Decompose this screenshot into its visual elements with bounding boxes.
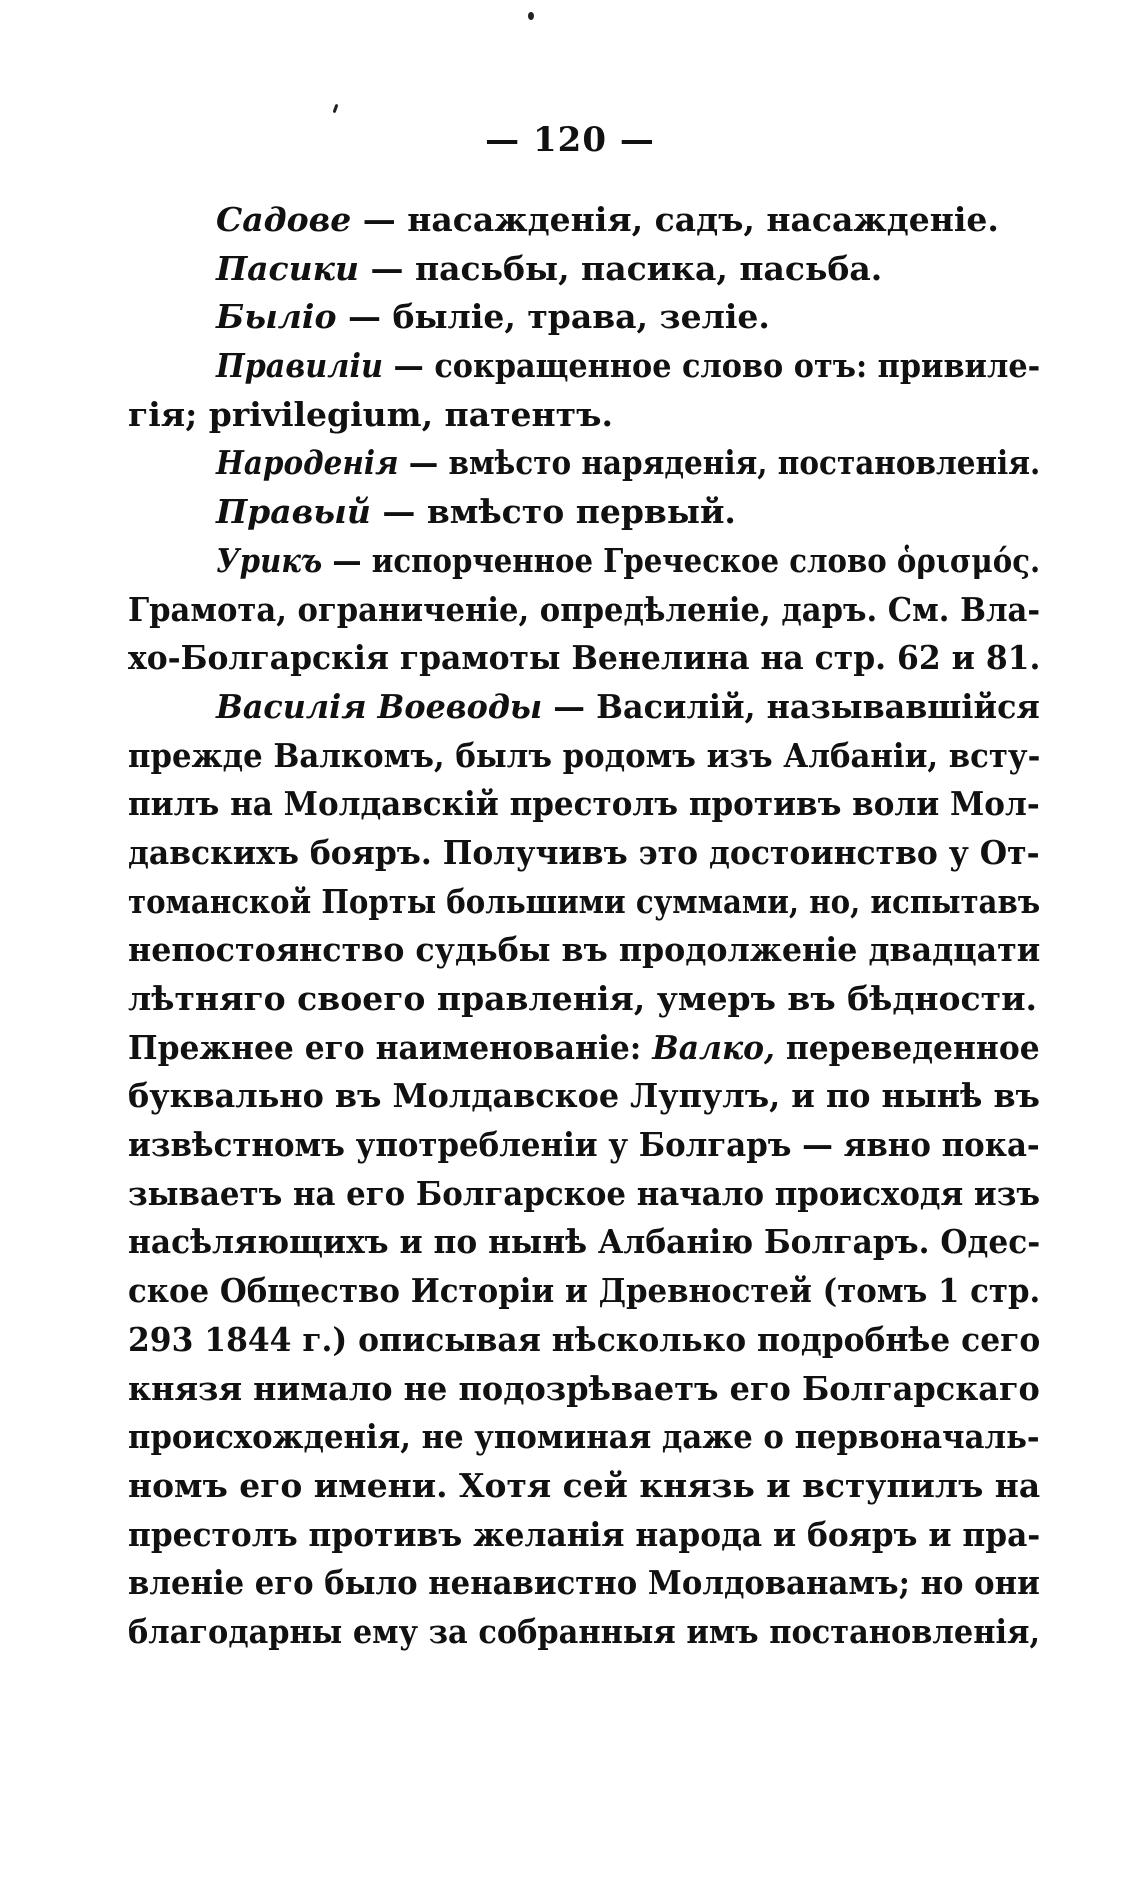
text-line: непостоянство судьбы въ продолженіе двадцати [128, 930, 1041, 970]
glossary-term: Правый [216, 492, 371, 532]
text-line: лѣтняго своего правленія, умеръ въ бѣдности. [128, 979, 1038, 1018]
text-line [128, 196, 1040, 245]
glossary-term: Правилiи [216, 346, 383, 386]
text-line: происхожденія, не упоминая даже о первоначаль- [128, 1417, 1040, 1457]
glossary-term: Урикъ [216, 540, 323, 580]
text-fragment: переведенное [774, 1027, 1040, 1067]
ink-speck [528, 12, 534, 20]
text-line: Грамота, ограниченіе, опредѣленіе, даръ. См. Вла- [128, 589, 1041, 629]
text-line [128, 683, 1040, 732]
body-text [128, 196, 1040, 1657]
text-line: номъ его имени. Хотя сей князь и вступилъ на [128, 1465, 1041, 1505]
glossary-definition: — насажденія, садъ, насажденіе. [351, 200, 999, 239]
text-line: хо-Болгарскія грамоты Венелина на стр. 62 и 81. [128, 638, 1041, 678]
glossary-definition: — Василій, называвшійся [542, 686, 1040, 726]
text-line: извѣстномъ употребленіи у Болгаръ — явно пока- [128, 1125, 1040, 1165]
glossary-definition: — вмѣсто первый. [370, 492, 736, 532]
text-line: буквально въ Молдавское Лупулъ, и по нынѣ въ [128, 1076, 1040, 1116]
italic-name: Валко, [652, 1027, 775, 1067]
glossary-term: Василія Воеводы [216, 686, 543, 726]
glossary-term: Садове [216, 200, 352, 239]
glossary-definition: — пасьбы, пасика, пасьба. [358, 248, 883, 288]
text-line: ское Общество Исторіи и Древностей (томъ 1 стр. [128, 1271, 1041, 1311]
text-line [128, 342, 1040, 391]
text-line: томанской Порты большими суммами, но, испытавъ [128, 881, 1041, 921]
text-line: престолъ противъ желанія народа и бояръ и пра- [128, 1514, 1041, 1554]
text-line: князя нимало не подозрѣваетъ его Болгарскаго [128, 1368, 1040, 1408]
text-line: насѣляющихъ и по нынѣ Албанію Болгаръ. Одес- [128, 1222, 1041, 1262]
glossary-term: Былiо [216, 297, 337, 337]
ink-speck [333, 104, 339, 113]
text-line [128, 245, 1040, 294]
text-line: пилъ на Молдавскій престолъ противъ воли Мол- [128, 784, 1040, 824]
glossary-definition: — былiе, трава, зелiе. [336, 297, 770, 337]
glossary-definition: — сокращенное слово отъ: привиле- [382, 346, 1041, 386]
text-line [128, 293, 1040, 342]
glossary-definition: — испорченное Греческое слово ὁρισμός. [322, 540, 1041, 580]
glossary-definition: — вмѣсто наряденія, постановленія. [398, 443, 1041, 483]
text-line [128, 439, 1040, 488]
text-line: гія; privilegium, патентъ. [128, 394, 613, 434]
text-line: зываетъ на его Болгарское начало происходя изъ [128, 1173, 1041, 1213]
text-line: 293 1844 г.) описывая нѣсколько подробнѣе сего [128, 1319, 1041, 1359]
text-line [128, 488, 1040, 537]
text-fragment: Прежнее его наименованіе: [128, 1027, 653, 1067]
text-line: благодарны ему за собранныя имъ постановленія, [128, 1611, 1041, 1651]
text-line [128, 537, 1040, 586]
text-line: вленіе его было ненавистно Молдованамъ; но они [128, 1563, 1040, 1603]
page-number: — 120 — [485, 120, 655, 160]
glossary-term: Народенія [216, 443, 399, 483]
glossary-term: Пасики [216, 248, 359, 288]
text-line: давскихъ бояръ. Получивъ это достоинство у От- [128, 832, 1040, 872]
text-line: прежде Валкомъ, былъ родомъ изъ Албаніи, всту- [128, 735, 1041, 775]
text-line [128, 1024, 1040, 1073]
